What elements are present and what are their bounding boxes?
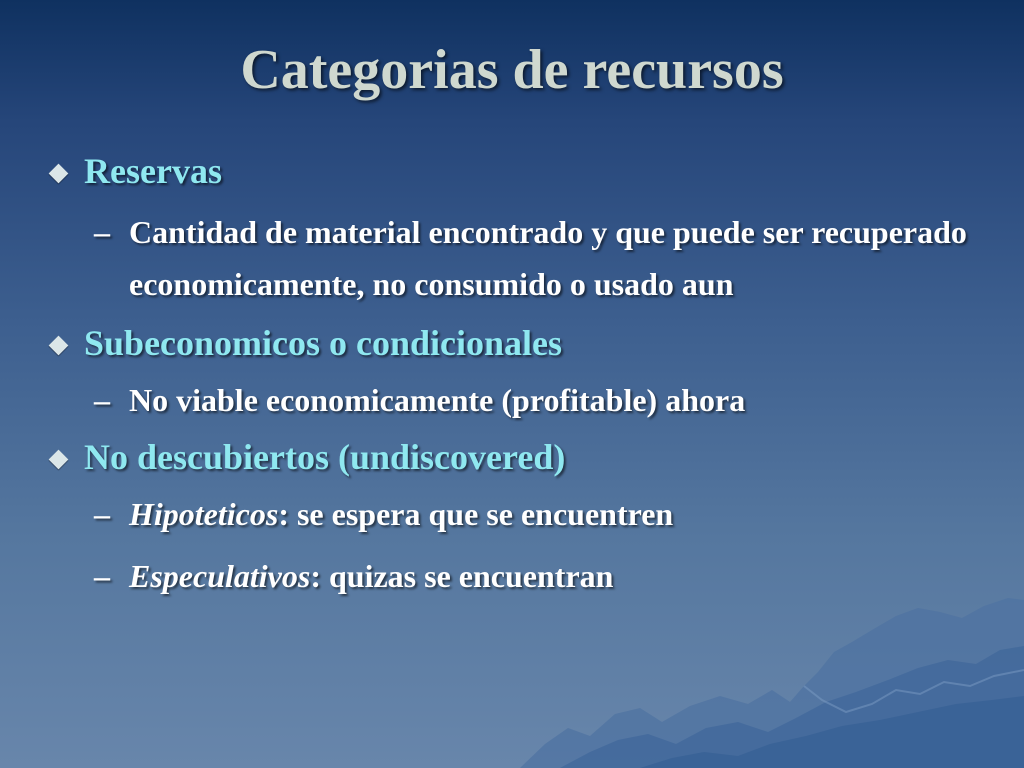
dash-marker: –	[94, 558, 110, 594]
slide-title: Categorias de recursos	[240, 39, 784, 101]
subitem-reservas-definition	[48, 206, 988, 310]
bullet-label: No descubiertos (undiscovered)	[84, 437, 566, 477]
subitem-text: : quizas se encuentran	[310, 558, 614, 594]
diamond-bullet-icon	[49, 450, 69, 470]
bullet-reservas	[48, 148, 988, 194]
dash-marker: –	[94, 382, 110, 418]
subitem-term: Hipoteticos	[129, 496, 279, 532]
subitem-text: No viable economicamente (profitable) ahora	[129, 382, 746, 418]
bullet-label: Reservas	[84, 151, 222, 191]
diamond-bullet-icon	[49, 336, 69, 356]
subitem-text: : se espera que se encuentren	[278, 496, 674, 532]
dash-marker: –	[94, 496, 110, 532]
bullet-label: Subeconomicos o condicionales	[84, 323, 563, 363]
subitem-subeconomicos-definition	[48, 374, 988, 426]
subitem-text: Cantidad de material encontrado y que puede ser recuperado economicamente, no consumido o usado aun	[129, 214, 967, 302]
subitem-especulativos	[48, 550, 988, 602]
dash-marker: –	[94, 214, 110, 250]
bullet-subeconomicos	[48, 320, 988, 366]
subitem-term: Especulativos	[129, 558, 311, 594]
diamond-bullet-icon	[49, 164, 69, 184]
subitem-hipoteticos	[48, 488, 988, 540]
bullet-list	[48, 148, 988, 602]
bullet-no-descubiertos	[48, 434, 988, 480]
